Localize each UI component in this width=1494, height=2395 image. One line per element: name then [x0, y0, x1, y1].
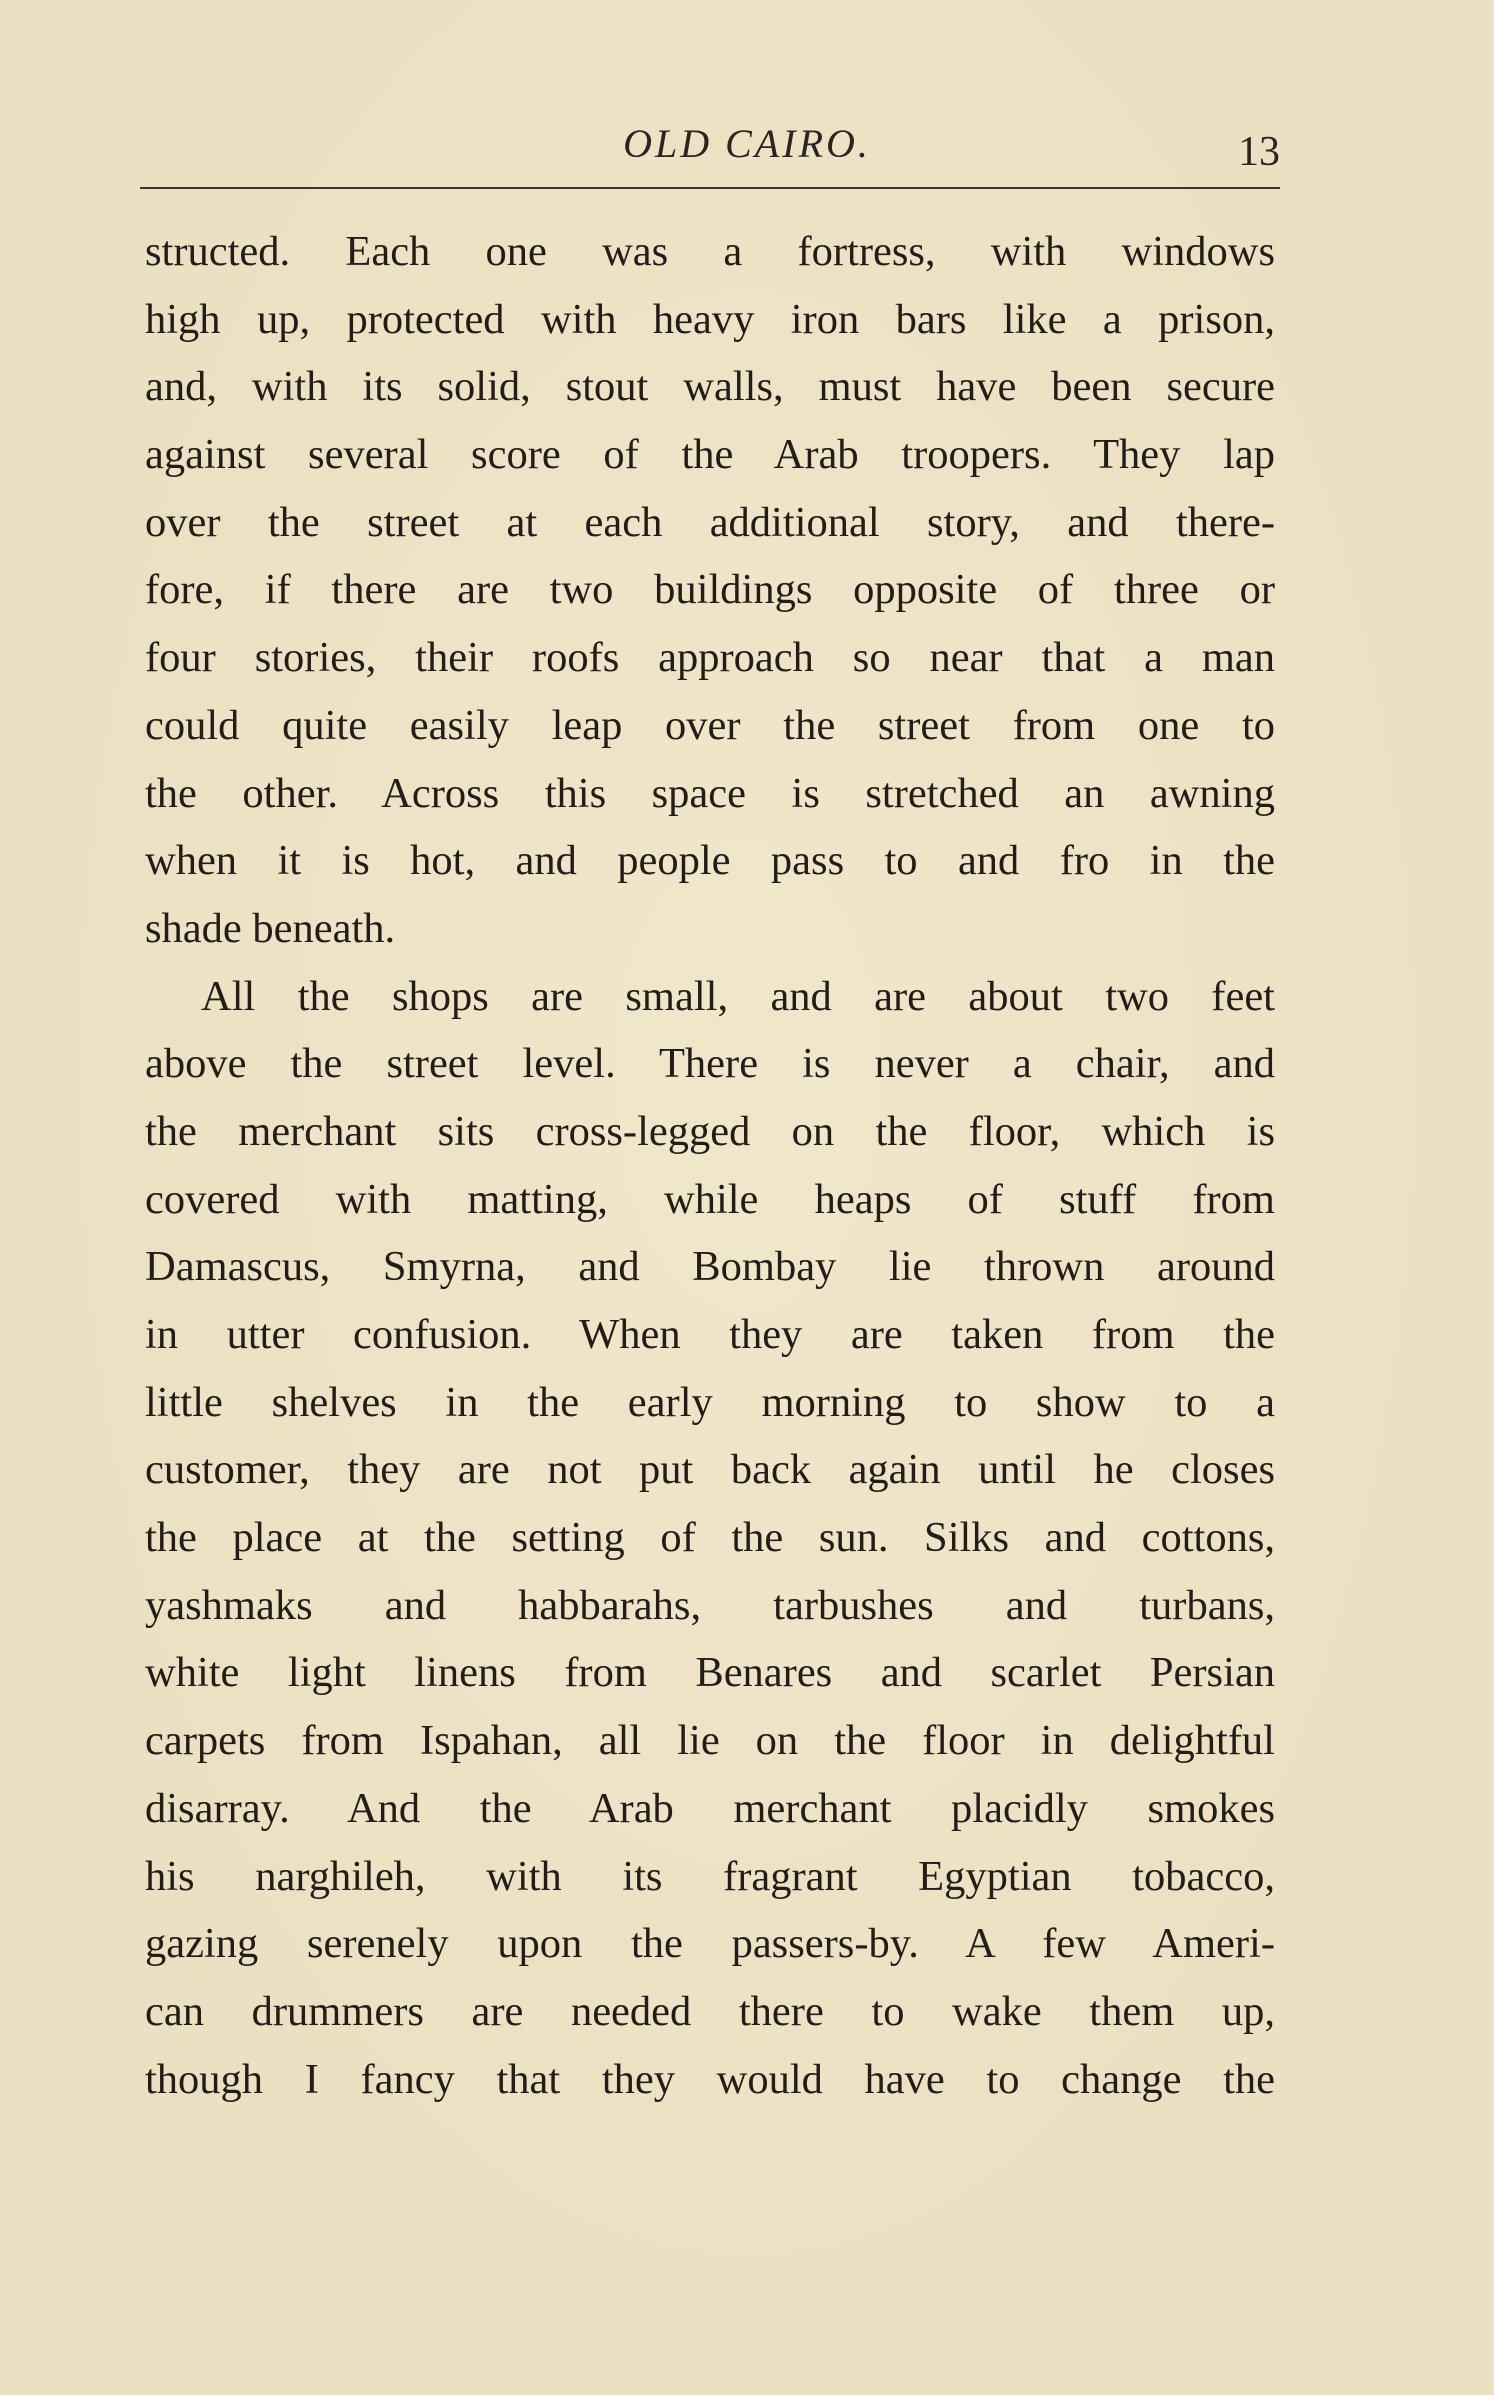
text-line: when it is hot, and people pass to and fro in the [145, 837, 1275, 885]
text-line: Damascus, Smyrna, and Bombay lie thrown around [145, 1243, 1275, 1291]
text-line: four stories, their roofs approach so near that a man [145, 634, 1275, 682]
text-line: over the street at each additional story, and there- [145, 498, 1275, 546]
text-line: though I fancy that they would have to change the [145, 2055, 1275, 2103]
text-line: and, with its solid, stout walls, must have been secure [145, 363, 1275, 411]
header-rule [140, 187, 1280, 189]
running-title: OLD CAIRO. [623, 121, 871, 166]
paragraph [145, 963, 1275, 2114]
text-line: his narghileh, with its fragrant Egyptian tobacco, [145, 1852, 1275, 1900]
text-line: can drummers are needed there to wake them up, [145, 1987, 1275, 2035]
text-line: covered with matting, while heaps of stuff from [145, 1175, 1275, 1223]
text-line: structed. Each one was a fortress, with windows [145, 228, 1275, 275]
text-line: yashmaks and habbarahs, tarbushes and turbans, [145, 1581, 1275, 1629]
text-line: the merchant sits cross-legged on the floor, which is [145, 1107, 1275, 1155]
text-line: shade beneath. [145, 904, 396, 952]
body-text [145, 218, 1275, 2113]
text-line: above the street level. There is never a chair, and [145, 1040, 1275, 1088]
text-line: gazing serenely upon the passers-by. A few Ameri- [145, 1920, 1275, 1968]
text-line: customer, they are not put back again until he closes [145, 1446, 1275, 1494]
text-line: white light linens from Benares and scarlet Persian [145, 1649, 1275, 1697]
page-number: 13 [1238, 129, 1280, 175]
text-line: could quite easily leap over the street from one to [145, 701, 1275, 749]
text-line: in utter confusion. When they are taken from the [145, 1311, 1275, 1358]
text-line: against several score of the Arab troopers. They lap [145, 431, 1275, 479]
text-line: little shelves in the early morning to show to a [145, 1378, 1275, 1426]
text-line: the place at the setting of the sun. Silks and cottons, [145, 1514, 1275, 1562]
text-line: All the shops are small, and are about two feet [201, 972, 1275, 1020]
text-line: carpets from Ispahan, all lie on the floor in delightful [145, 1717, 1275, 1765]
text-line: high up, protected with heavy iron bars like a prison, [145, 295, 1275, 343]
paragraph [145, 218, 1275, 963]
text-line: the other. Across this space is stretched an awning [145, 769, 1275, 817]
text-line: disarray. And the Arab merchant placidly smokes [145, 1784, 1275, 1832]
text-line: fore, if there are two buildings opposite of three or [145, 566, 1275, 614]
